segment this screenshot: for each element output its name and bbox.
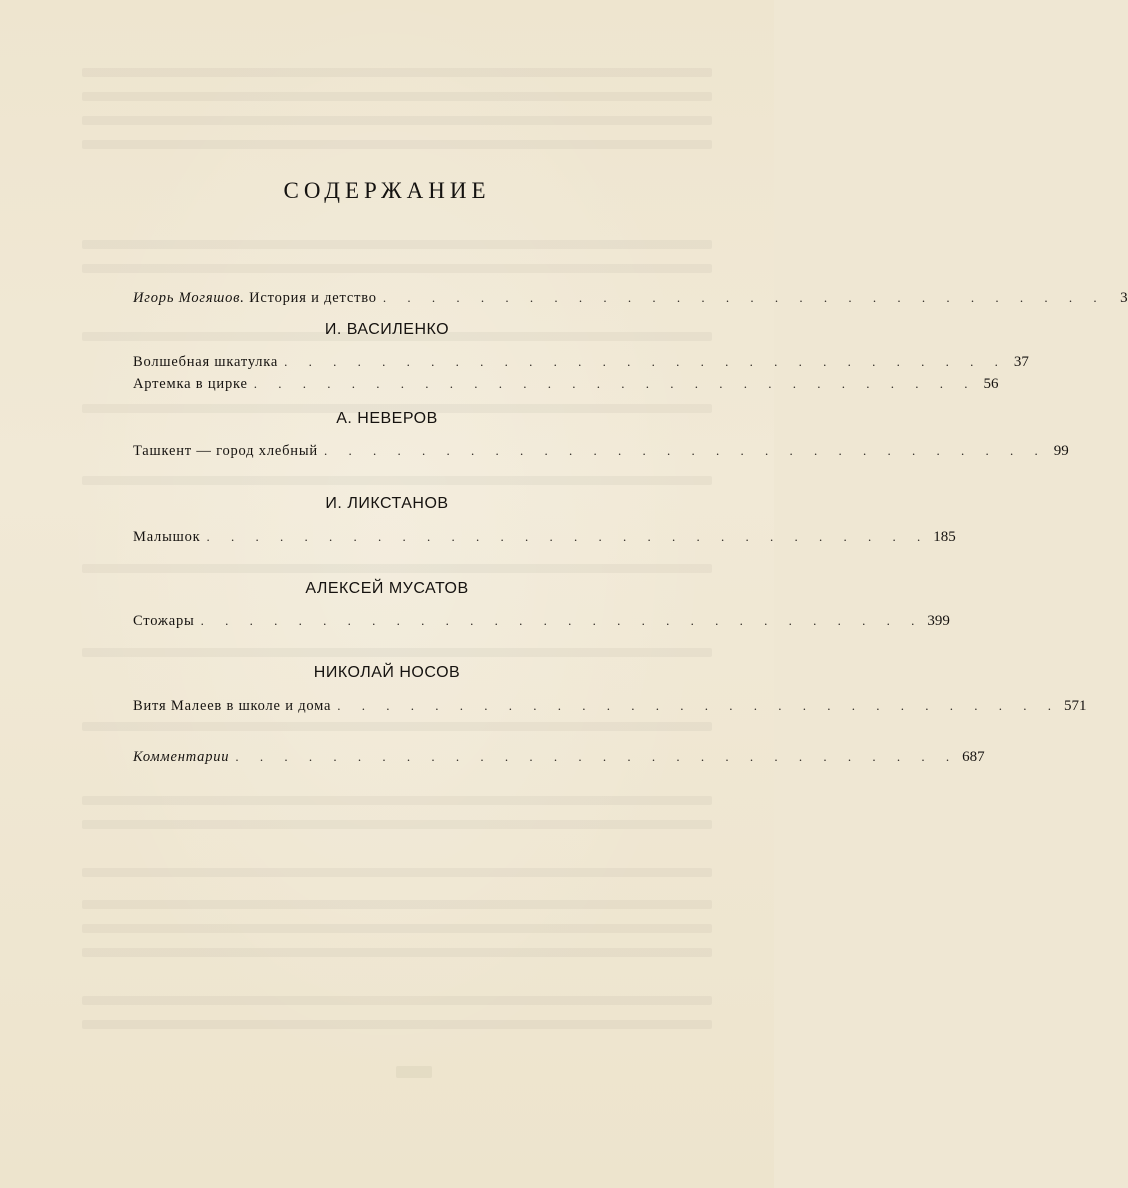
toc-page-number: 571	[1064, 698, 1087, 714]
dot-leader: . . . . . . . . . . . . . . . . . . . . . . . . . . . . . .	[382, 290, 1106, 305]
bleed-through-line	[82, 924, 712, 933]
section-author: А. НЕВЕРОВ	[336, 410, 438, 427]
dot-leader: . . . . . . . . . . . . . . . . . . . . . . . . . . . . . .	[200, 613, 924, 628]
toc-entry[interactable]	[133, 529, 956, 551]
bleed-through-line	[82, 900, 712, 909]
bleed-through-line	[82, 564, 712, 573]
bleed-through-line	[82, 476, 712, 485]
toc-entry-title: Волшебная шкатулка	[133, 354, 279, 370]
toc-entry[interactable]	[133, 443, 1069, 465]
section-author: НИКОЛАЙ НОСОВ	[313, 664, 461, 681]
section-author: АЛЕКСЕЙ МУСАТОВ	[305, 580, 469, 597]
toc-entry-title	[133, 290, 377, 307]
toc-entry-title: Витя Малеев в школе и дома	[133, 698, 332, 714]
page-title: СОДЕРЖАНИЕ	[283, 178, 491, 203]
toc-entry[interactable]	[133, 613, 950, 635]
bleed-through-line	[82, 648, 712, 657]
dot-leader: . . . . . . . . . . . . . . . . . . . . . . . . . . . . . .	[206, 529, 930, 544]
toc-entry-title: Ташкент — город хлебный	[133, 443, 318, 459]
toc-page-number: 3	[1120, 290, 1128, 306]
toc-entry-title: Малышок	[133, 529, 201, 545]
toc-entry[interactable]	[133, 376, 999, 398]
toc-entry-title: Стожары	[133, 613, 195, 629]
toc-page-number: 99	[1053, 443, 1069, 459]
toc-entry-author: Игорь Могяшов.	[133, 290, 245, 306]
bleed-through-line	[82, 92, 712, 101]
toc-page-number: 37	[1013, 354, 1029, 370]
bleed-through-line	[82, 948, 712, 957]
bleed-through-line	[82, 996, 712, 1005]
section-author: И. ЛИКСТАНОВ	[325, 495, 449, 512]
dot-leader: . . . . . . . . . . . . . . . . . . . . . . . . . . . . . .	[323, 443, 1047, 458]
bleed-through-line	[82, 820, 712, 829]
bleed-through-line	[82, 68, 712, 77]
toc-entry-title: Комментарии	[133, 749, 230, 765]
bleed-through-line	[82, 116, 712, 125]
dot-leader: . . . . . . . . . . . . . . . . . . . . . . . . . . . . . .	[253, 376, 977, 391]
bleed-through-line	[82, 140, 712, 149]
dot-leader: . . . . . . . . . . . . . . . . . . . . . . . . . . . . . .	[235, 749, 959, 764]
toc-entry-title: Артемка в цирке	[133, 376, 248, 392]
dot-leader: . . . . . . . . . . . . . . . . . . . . . . . . . . . . . .	[284, 354, 1007, 369]
bleed-through-line	[82, 722, 712, 731]
toc-page-number: 687	[962, 749, 985, 765]
bleed-through-line	[82, 264, 712, 273]
toc-entry-text: История и детство	[249, 290, 377, 306]
toc-page-number: 185	[933, 529, 956, 545]
toc-entry[interactable]	[133, 354, 1029, 376]
toc-entry[interactable]	[133, 698, 1087, 720]
bleed-through-line	[82, 868, 712, 877]
toc-entry[interactable]	[133, 749, 985, 771]
dot-leader: . . . . . . . . . . . . . . . . . . . . . . . . . . . . . .	[337, 698, 1061, 713]
bleed-through-line	[82, 240, 712, 249]
section-author: И. ВАСИЛЕНКО	[324, 321, 450, 338]
bleed-through-line	[82, 796, 712, 805]
toc-entry[interactable]	[133, 290, 1128, 312]
bleed-through-folio	[396, 1066, 432, 1078]
toc-page-number: 399	[927, 613, 950, 629]
toc-page-number: 56	[983, 376, 999, 392]
bleed-through-line	[82, 1020, 712, 1029]
